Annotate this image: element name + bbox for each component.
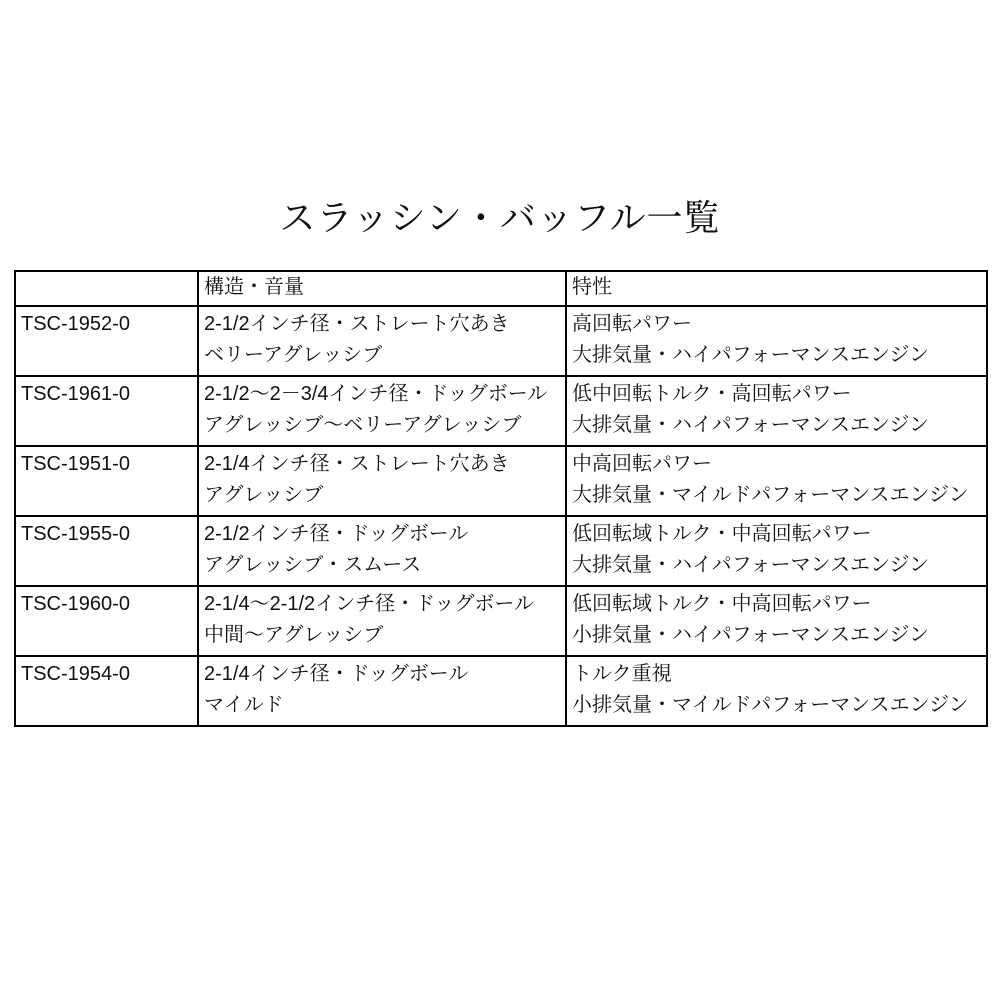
cell-structure <box>198 586 566 656</box>
table-row <box>15 516 987 586</box>
cell-traits <box>566 446 987 516</box>
structure-line-2: マイルド <box>204 694 284 716</box>
traits-line-1: 中高回転パワー <box>572 453 712 475</box>
cell-traits <box>566 656 987 726</box>
cell-structure <box>198 656 566 726</box>
traits-line-2: 大排気量・ハイパフォーマンスエンジン <box>572 344 929 366</box>
structure-line-1: 2-1/2インチ径・ドッグボール <box>204 523 469 545</box>
table-row <box>15 446 987 516</box>
header-cell-traits: 特性 <box>566 271 987 306</box>
cell-structure <box>198 446 566 516</box>
traits-line-2: 大排気量・マイルドパフォーマンスエンジン <box>572 484 969 506</box>
cell-model-code: TSC-1961-0 <box>15 376 198 446</box>
traits-line-1: トルク重視 <box>572 663 672 685</box>
structure-line-2: アグレッシブ・スムース <box>204 554 422 576</box>
header-cell-code <box>15 271 198 306</box>
cell-traits <box>566 516 987 586</box>
traits-line-1: 低回転域トルク・中高回転パワー <box>572 593 872 615</box>
traits-line-1: 低回転域トルク・中高回転パワー <box>572 523 872 545</box>
header-cell-structure: 構造・音量 <box>198 271 566 306</box>
cell-traits <box>566 376 987 446</box>
cell-model-code: TSC-1951-0 <box>15 446 198 516</box>
traits-line-2: 小排気量・マイルドパフォーマンスエンジン <box>572 694 969 716</box>
structure-line-2: ベリーアグレッシブ <box>204 344 383 366</box>
structure-line-1: 2-1/2インチ径・ストレート穴あき <box>204 313 510 335</box>
structure-line-2: アグレッシブ <box>204 484 324 506</box>
structure-line-1: 2-1/4～2-1/2インチ径・ドッグボール <box>204 593 534 615</box>
traits-line-2: 小排気量・ハイパフォーマンスエンジン <box>572 624 929 646</box>
structure-line-2: 中間～アグレッシブ <box>204 624 384 646</box>
cell-structure <box>198 306 566 376</box>
traits-line-2: 大排気量・ハイパフォーマンスエンジン <box>572 414 929 436</box>
traits-line-2: 大排気量・ハイパフォーマンスエンジン <box>572 554 929 576</box>
table-row <box>15 376 987 446</box>
baffle-table <box>14 270 988 727</box>
structure-line-2: アグレッシブ～ベリーアグレッシブ <box>204 414 522 436</box>
cell-traits <box>566 586 987 656</box>
structure-line-1: 2-1/4インチ径・ドッグボール <box>204 663 469 685</box>
table-header-row <box>15 271 987 306</box>
traits-line-1: 低中回転トルク・高回転パワー <box>572 383 852 405</box>
cell-model-code: TSC-1955-0 <box>15 516 198 586</box>
cell-structure <box>198 376 566 446</box>
structure-line-1: 2-1/2～2－3/4インチ径・ドッグボール <box>204 383 548 405</box>
table-row <box>15 306 987 376</box>
cell-structure <box>198 516 566 586</box>
traits-line-1: 高回転パワー <box>572 313 692 335</box>
cell-model-code: TSC-1954-0 <box>15 656 198 726</box>
page-title: スラッシン・バッフル一覧 <box>279 197 721 238</box>
structure-line-1: 2-1/4インチ径・ストレート穴あき <box>204 453 510 475</box>
cell-traits <box>566 306 987 376</box>
cell-model-code: TSC-1960-0 <box>15 586 198 656</box>
table-row <box>15 586 987 656</box>
table-row <box>15 656 987 726</box>
cell-model-code: TSC-1952-0 <box>15 306 198 376</box>
